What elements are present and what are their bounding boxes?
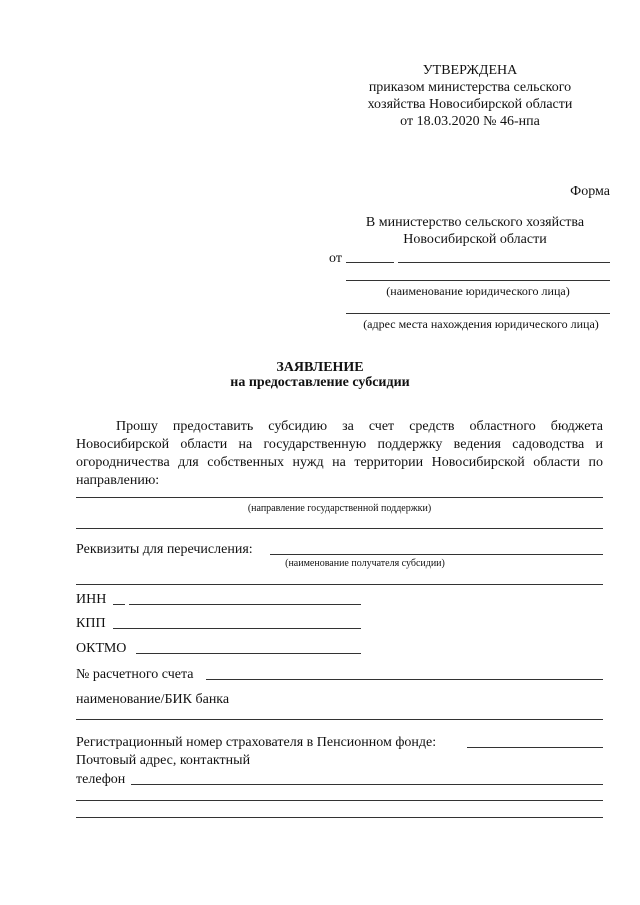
entity-address-field[interactable] (346, 313, 610, 314)
request-paragraph (76, 418, 603, 490)
direction-caption: (направление государственной поддержки) (247, 503, 432, 514)
inn-field-short[interactable] (113, 604, 125, 605)
from-label: от (329, 251, 342, 266)
entity-caption: (наименование юридического лица) (386, 284, 570, 298)
from-field-short[interactable] (346, 262, 394, 263)
addressee-line-2: Новосибирской области (403, 232, 547, 247)
addressee-line-1: В министерство сельского хозяйства (365, 215, 585, 230)
direction-field[interactable] (76, 497, 603, 498)
address-caption: (адрес места нахождения юридического лица) (363, 317, 599, 331)
phone-label: телефон (76, 772, 126, 787)
bank-field[interactable] (76, 719, 603, 720)
pension-label: Регистрационный номер страхователя в Пенсионном фонде: (76, 735, 437, 750)
approval-date: от 18.03.2020 № 46-нпа (400, 114, 540, 129)
approval-title: УТВЕРЖДЕНА (422, 63, 518, 78)
recipient-caption: (наименование получателя субсидии) (285, 558, 445, 569)
pension-field[interactable] (467, 747, 603, 748)
direction-field-2[interactable] (76, 528, 603, 529)
requisites-label: Реквизиты для перечисления: (76, 542, 253, 557)
bank-label: наименование/БИК банка (76, 692, 230, 707)
approval-line-1: приказом министерства сельского (368, 80, 572, 95)
approval-line-2: хозяйства Новосибирской области (367, 97, 573, 112)
document-title: ЗАЯВЛЕНИЕ (276, 360, 364, 375)
address-field-2[interactable] (76, 800, 603, 801)
entity-name-field[interactable] (346, 280, 610, 281)
postal-label: Почтовый адрес, контактный (76, 753, 251, 768)
account-field[interactable] (206, 679, 603, 680)
recipient-field-2[interactable] (76, 584, 603, 585)
inn-label: ИНН (76, 592, 107, 607)
form-label: Форма (570, 184, 610, 199)
account-label: № расчетного счета (76, 667, 194, 682)
request-text: Прошу предоставить субсидию за счет средств областного бюджета Новосибирской области на государственную поддержку ведения садоводства и огородничества для собственных нужд на территории Новосибирской области по направлению: (76, 419, 603, 488)
document-subtitle: на предоставление субсидии (230, 375, 410, 390)
kpp-field[interactable] (113, 628, 361, 629)
address-field-3[interactable] (76, 817, 603, 818)
from-field[interactable] (398, 262, 610, 263)
oktmo-label: ОКТМО (76, 641, 127, 656)
oktmo-field[interactable] (136, 653, 361, 654)
phone-field[interactable] (131, 784, 603, 785)
inn-field[interactable] (129, 604, 361, 605)
kpp-label: КПП (76, 616, 106, 631)
recipient-field[interactable] (270, 554, 603, 555)
